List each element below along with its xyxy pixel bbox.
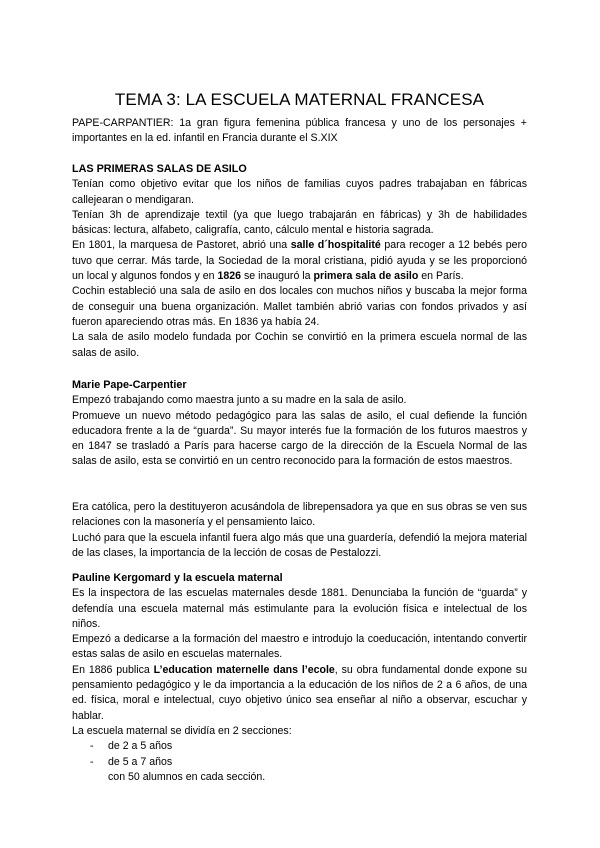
paragraph: La escuela maternal se dividía en 2 secciones: — [72, 724, 292, 737]
intro-paragraph: PAPE-CARPANTIER: 1a gran figura femenina pública francesa y uno de los personajes + importantes en la ed. infantil en Francia durante el S.XIX — [72, 117, 527, 145]
paragraph: Empezó trabajando como maestra junto a su madre en la sala de asilo. — [72, 394, 407, 407]
paragraph: Tenían 3h de aprendizaje textil (ya que luego trabajarán en fábricas) y 3h de habilidades básicas: lectura, alfabeto, caligrafía, canto, cálculo mental e historia sagrada. — [72, 208, 527, 237]
sections-list — [72, 739, 527, 770]
section-pape-carpentier-cont — [72, 500, 527, 561]
list-item: - de 2 a 5 años — [72, 739, 527, 754]
paragraph: En 1801, la marquesa de Pastoret, abrió una salle d´hospitalité para recoger a 12 bebés pero tuvo que cerrar. Más tarde, la Sociedad de la moral cristiana, pidió ayuda y se les proporcionó un local y algunos fondos y en 1826 se inauguró la primera sala de asilo en París. — [72, 239, 527, 283]
section-heading: LAS PRIMERAS SALAS DE ASILO — [72, 163, 247, 175]
paragraph: Promueve un nuevo método pedagógico para las salas de asilo, el cual defiende la función educadora frente a la de “guarda”. Su mayor interés fue la formación de los futuros maestros y en 1847 se trasladó a París para hacerse cargo de la dirección de la Escuela Normal de las salas de asilo, esta se convirtió en un centro reconocido para la formación de estos maestros. — [72, 409, 527, 468]
page-title: TEMA 3: LA ESCUELA MATERNAL FRANCESA — [114, 90, 485, 109]
paragraph: Era católica, pero la destituyeron acusándola de librepensadora ya que en sus obras se ven sus relaciones con la masonería y el pensamiento laico. — [72, 501, 527, 529]
section-salas-asilo — [72, 162, 527, 361]
intro-block — [72, 116, 527, 147]
bold-term: primera sala de asilo — [313, 270, 419, 283]
section-heading: Marie Pape-Carpentier — [72, 379, 187, 391]
section-kergomard — [72, 571, 527, 785]
section-pape-carpentier — [72, 378, 527, 470]
bold-term: 1826 — [217, 270, 242, 283]
paragraph: Luchó para que la escuela infantil fuera algo más que una guardería, defendió la mejora material de las clases, la importancia de la lección de cosas de Pestalozzi. — [72, 531, 527, 559]
bold-term: salle d´hospitalité — [290, 239, 381, 252]
paragraph: En 1886 publica L’education maternelle dans l’ecole, su obra fundamental donde expone su pensamiento pedagógico y le da importancia a la educación de los niños de 2 a 6 años, de una ed. física, moral e intelectual, cuyo objetivo único sea enseñar al niño a observar, escuchar y hablar. — [72, 663, 527, 722]
dash-bullet: - — [90, 740, 94, 753]
paragraph: Cochin estableció una sala de asilo en dos locales con muchos niños y buscaba la mejor forma de conseguir una buena organización. Mallet también abrió varias con fondos privados y así fueron apareciendo otras más. En 1836 ya había 24. — [72, 285, 527, 328]
dash-bullet: - — [90, 755, 94, 768]
paragraph: La sala de asilo modelo fundada por Cochin se convirtió en la primera escuela normal de las salas de asilo. — [72, 331, 527, 359]
paragraph: Tenían como objetivo evitar que los niños de familias cuyos padres trabajaban en fábricas callejearan o mendigaran. — [72, 178, 527, 206]
list-note: con 50 alumnos en cada sección. — [108, 770, 266, 783]
list-item: - de 5 a 7 años — [72, 755, 527, 770]
paragraph: Es la inspectora de las escuelas maternales desde 1881. Denunciaba la función de “guarda” y defendía una escuela maternal más estimulante para la evolución física e intelectual de los niños. — [72, 587, 527, 630]
paragraph: Empezó a dedicarse a la formación del maestro e introdujo la coeducación, intentando convertir estas salas de asilo en escuelas maternales. — [72, 633, 527, 661]
section-heading: Pauline Kergomard y la escuela maternal — [72, 572, 283, 584]
book-title: L’education maternelle dans l’ecole — [153, 663, 335, 676]
